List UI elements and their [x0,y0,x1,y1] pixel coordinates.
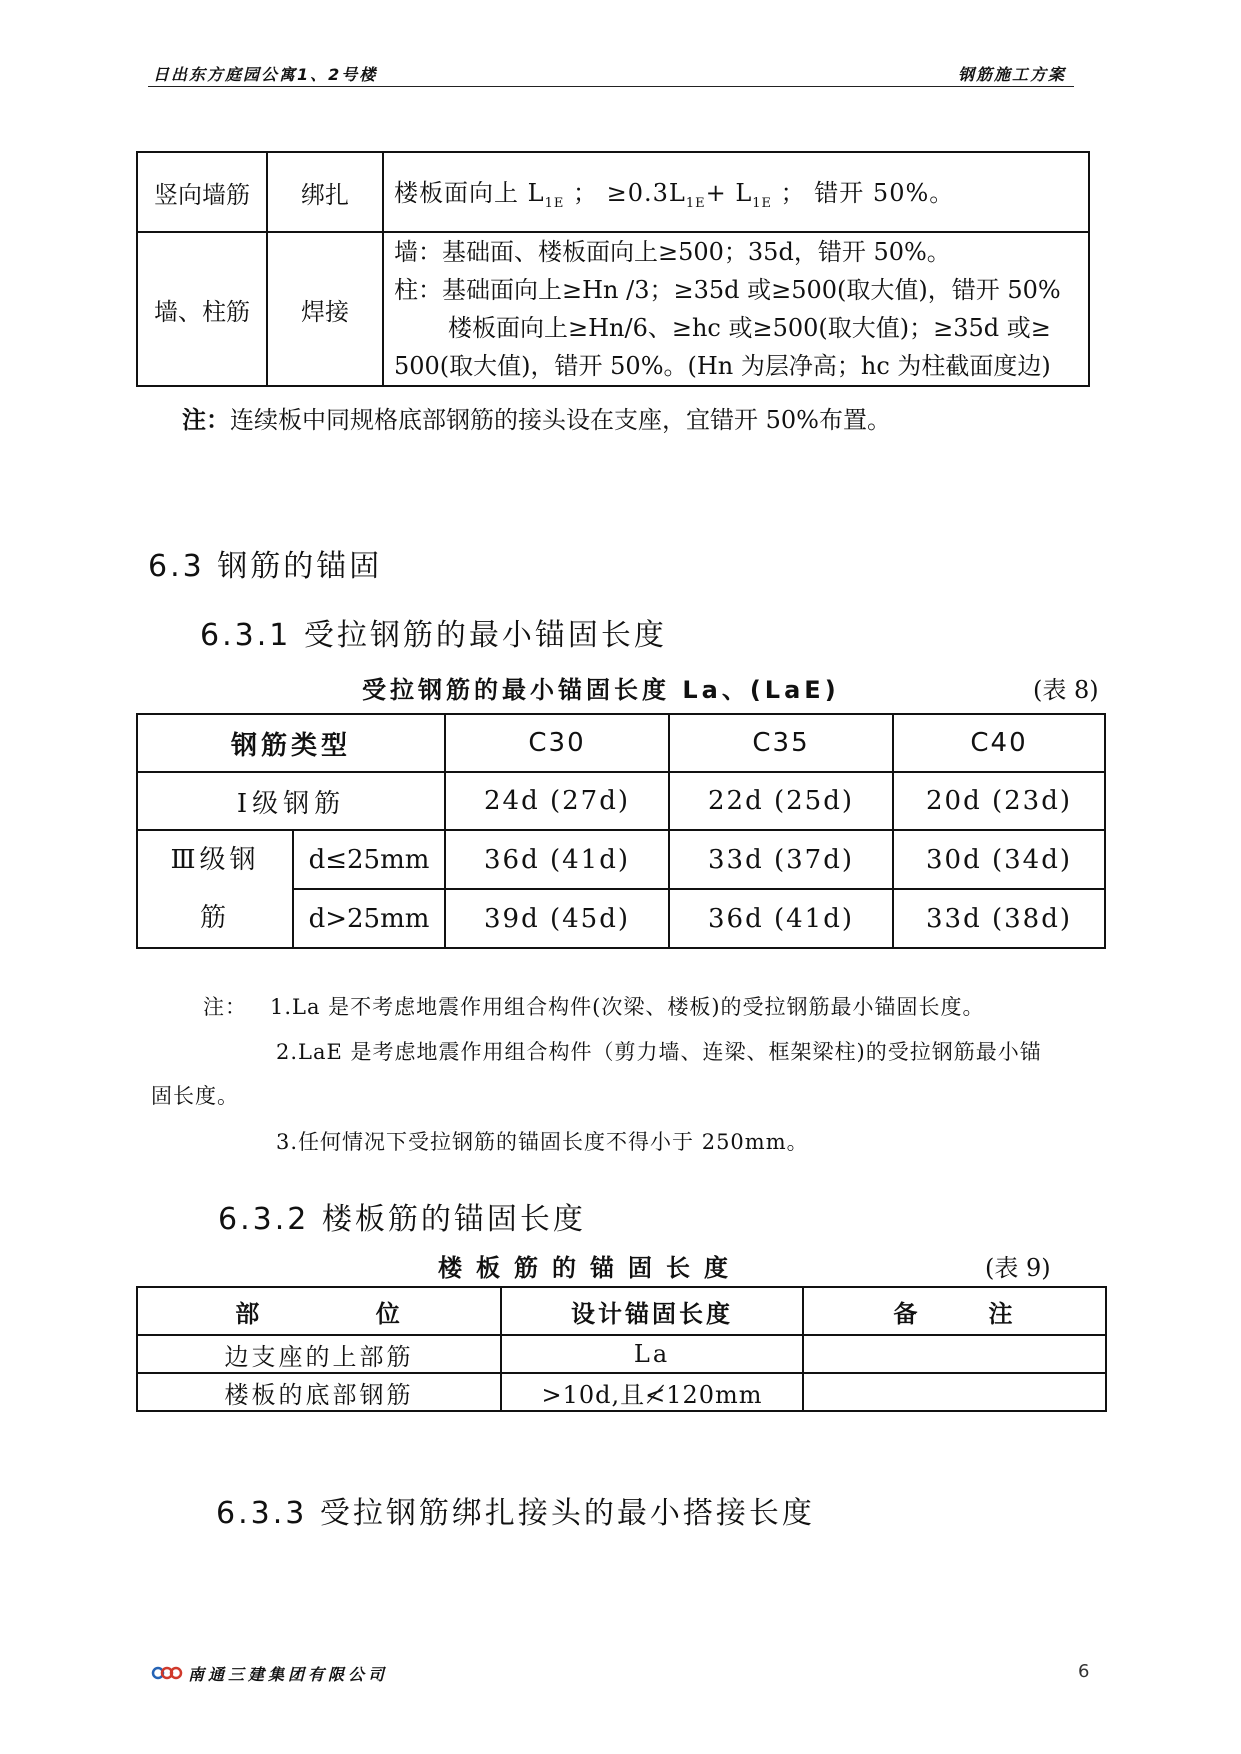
splice-req-line: 墙：基础面、楼板面向上≥500；35d，错开 50%。 [394,238,951,266]
splice-method: 焊接 [301,297,349,326]
table8-cell: 24d (27d) [445,772,669,830]
splice-method-cell [267,152,383,232]
table9-cell: 边支座的上部筋 [137,1335,501,1373]
header-project-name: 日出东方庭园公寓1、2号楼 [153,65,378,84]
table9-number: (表 9) [985,1254,1051,1282]
company-logo-icon [150,1664,184,1682]
table8-cell: 20d (23d) [893,772,1105,830]
table8-row-grade3 [137,830,293,948]
grade3-label-line2: 筋 [199,903,230,933]
page-number: 6 [1078,1661,1090,1682]
table8-row-grade1: Ⅰ级钢筋 [137,772,445,830]
section-heading-6-3-1: 6.3.1 受拉钢筋的最小锚固长度 [200,618,667,653]
table9-cell [803,1373,1106,1411]
splice-req-text: 楼板面向上 L [394,179,545,208]
table8-header-c40: C40 [893,714,1105,772]
splice-member-cell [137,232,267,386]
table8-note-2: 2.LaE 是考虑地震作用组合构件（剪力墙、连梁、框架梁柱)的受拉钢筋最小锚 [276,1040,1042,1064]
table8-header-c35: C35 [669,714,893,772]
splice-req-text: ； 错开 50%。 [772,179,955,208]
table8-header-type: 钢筋类型 [137,714,445,772]
splice-table [136,151,1090,387]
table8-caption: 受拉钢筋的最小锚固长度 La、(LaE) [362,676,840,704]
table8-header-c30: C30 [445,714,669,772]
table9-header-part: 部 位 [137,1287,501,1335]
table8-cell: 39d (45d) [445,889,669,948]
splice-requirement-cell [383,232,1089,386]
section-heading-6-3: 6.3 钢筋的锚固 [148,549,383,584]
table8-note-1: 1.La 是不考虑地震作用组合构件(次梁、楼板)的受拉钢筋最小锚固长度。 [270,995,985,1019]
table9-cell: 楼板的底部钢筋 [137,1373,501,1411]
table8-cell: 33d (38d) [893,889,1105,948]
table8-condition: d≤25mm [293,830,445,889]
note-label: 注： [182,405,230,434]
splice-note [182,400,891,435]
splice-req-sub: 1E [544,195,565,211]
table9-cell: >10d,且≮120mm [501,1373,803,1411]
note-text: 连续板中同规格底部钢筋的接头设在支座，宜错开 50%布置。 [230,406,891,434]
header-document-title: 钢筋施工方案 [958,65,1067,84]
table8-number: (表 8) [1033,676,1099,704]
table8-cell: 22d (25d) [669,772,893,830]
table8-note-2-cont: 固长度。 [151,1084,239,1108]
table8-cell: 30d (34d) [893,830,1105,889]
splice-req-line: 楼板面向上≥Hn/6、≥hc 或≥500(取大值)；≥35d 或≥ [448,314,1051,342]
splice-method-cell [267,232,383,386]
splice-req-sub: 1E [685,195,706,211]
grade3-label-line1: Ⅲ级钢 [170,845,260,875]
splice-req-text: ； ≥0.3L [564,179,686,208]
table9-header-length: 设计锚固长度 [501,1287,803,1335]
splice-member: 墙、柱筋 [154,297,250,326]
table9-caption: 楼板筋的锚固长度 [438,1254,742,1282]
splice-req-line: 500(取大值)，错开 50%。(Hn 为层净高；hc 为柱截面度边) [394,352,1051,380]
splice-req-text: + L [705,179,753,208]
splice-member: 竖向墙筋 [154,180,250,209]
table8-cell: 36d (41d) [669,889,893,948]
table8-note-3: 3.任何情况下受拉钢筋的锚固长度不得小于 250mm。 [276,1130,809,1154]
header-rule [148,86,1074,87]
table8-cell: 33d (37d) [669,830,893,889]
splice-requirement-cell [383,152,1089,232]
splice-req-line: 柱：基础面向上≥Hn /3；≥35d 或≥500(取大值)，错开 50% [394,276,1061,304]
table8-condition: d>25mm [293,889,445,948]
table9-cell [803,1335,1106,1373]
section-heading-6-3-3: 6.3.3 受拉钢筋绑扎接头的最小搭接长度 [216,1496,815,1531]
footer-company-name: 南通三建集团有限公司 [188,1665,389,1684]
table8-note-label: 注： [203,995,247,1019]
table8-cell: 36d (41d) [445,830,669,889]
table9-cell: La [501,1335,803,1373]
table9-header-note: 备 注 [803,1287,1106,1335]
splice-member-cell [137,152,267,232]
anchorage-table [136,713,1106,949]
company-logo [150,1664,184,1682]
splice-method: 绑扎 [301,180,349,209]
slab-anchorage-table [136,1286,1107,1412]
section-heading-6-3-2: 6.3.2 楼板筋的锚固长度 [218,1202,586,1237]
splice-req-sub: 1E [752,195,773,211]
